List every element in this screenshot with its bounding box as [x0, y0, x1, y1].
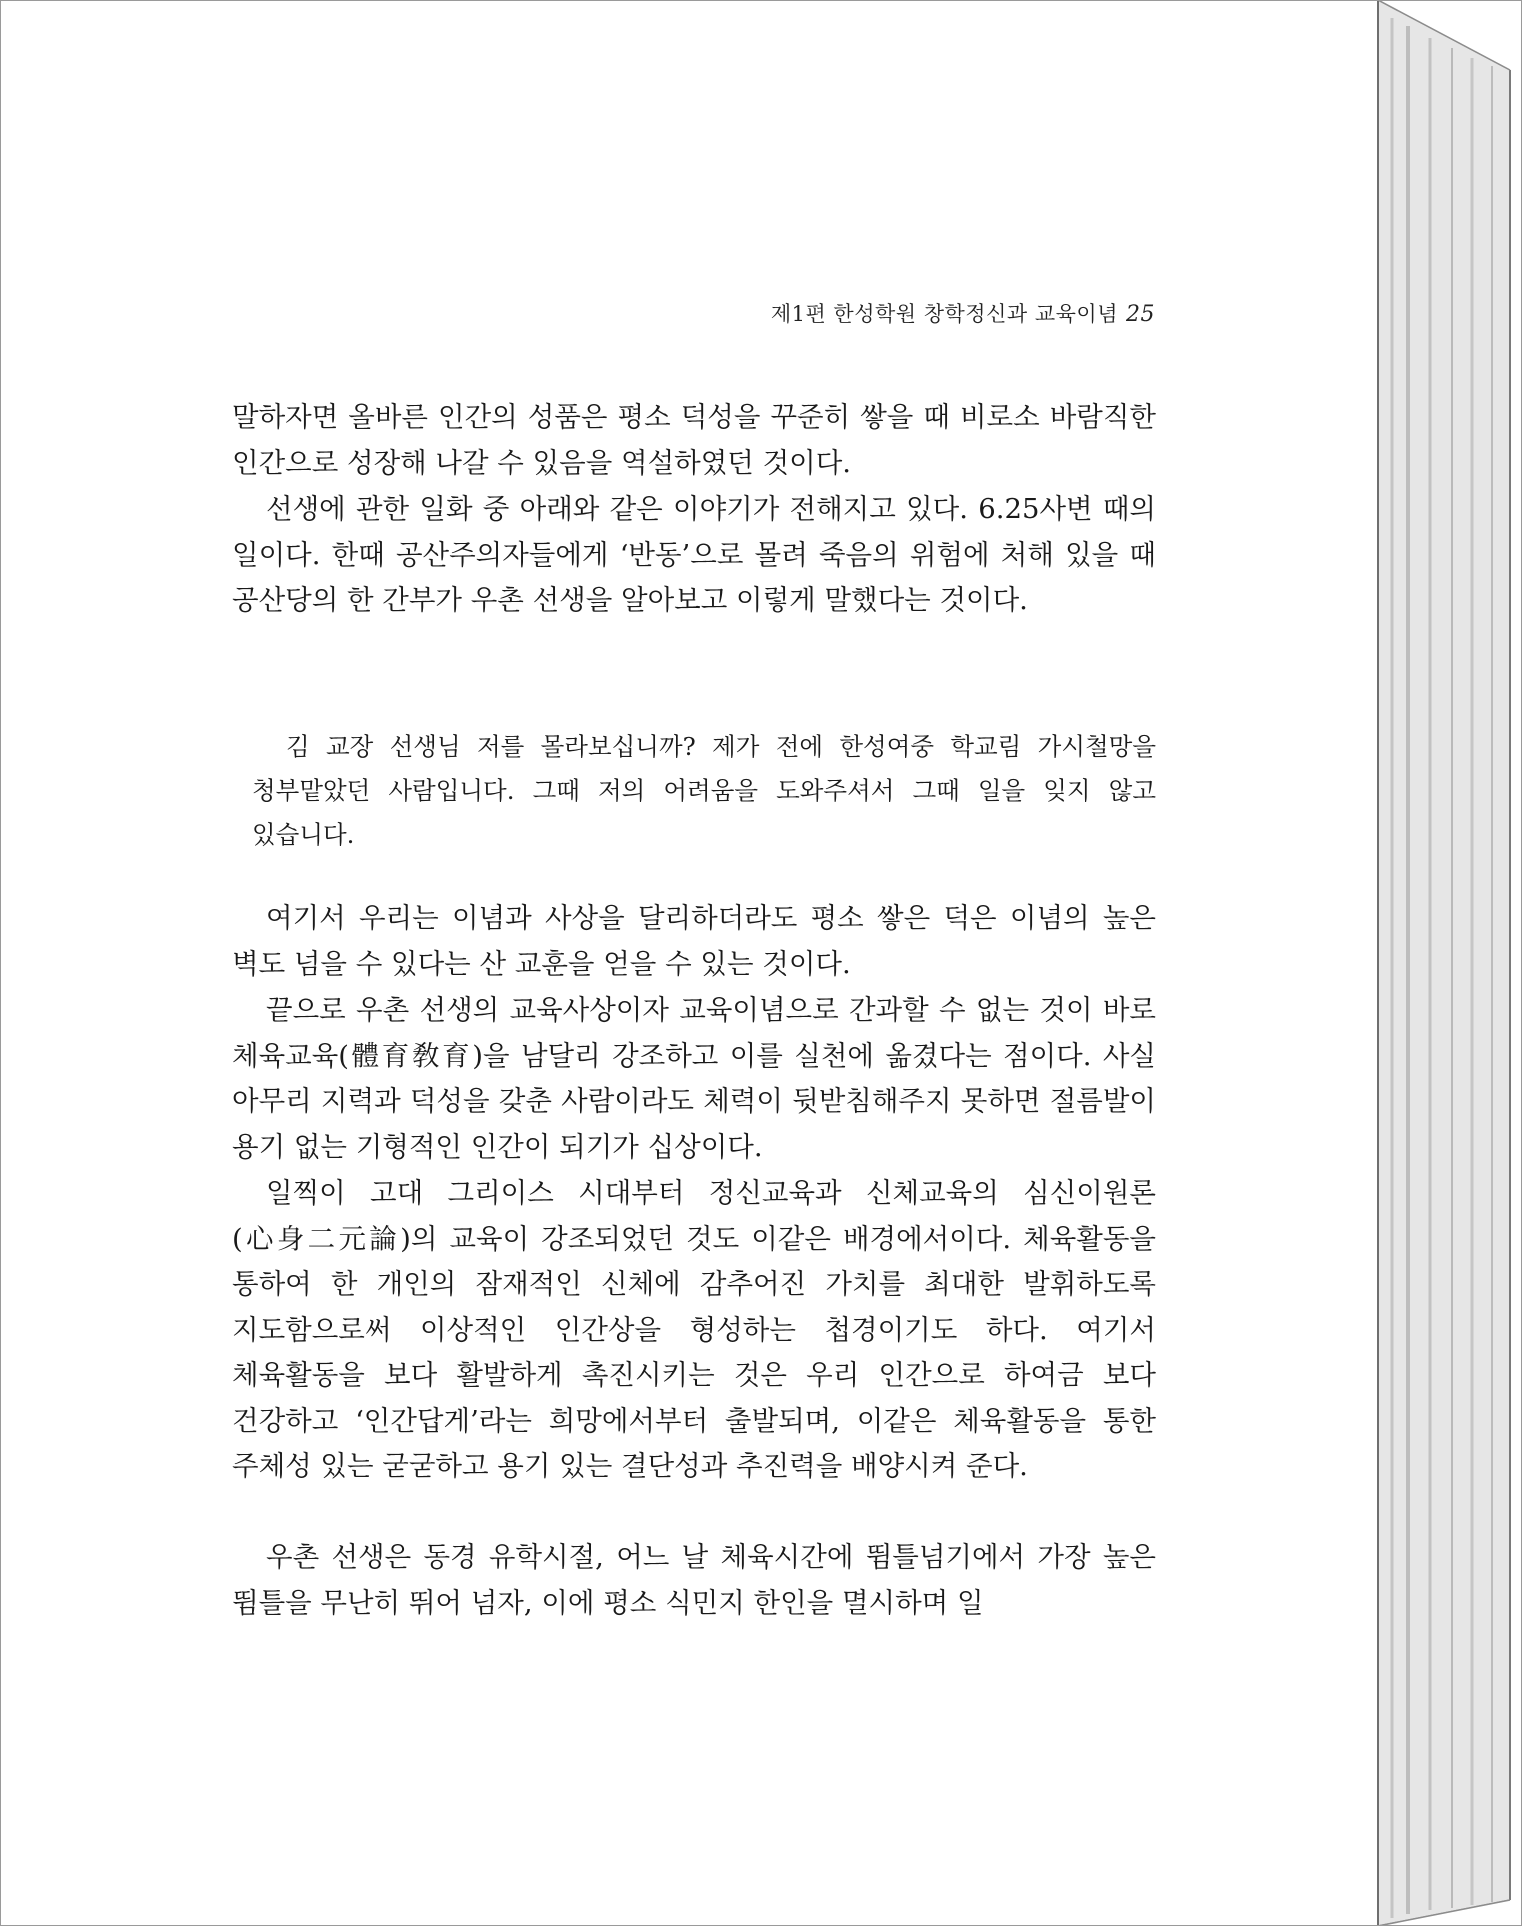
block-quote: 김 교장 선생님 저를 몰라보십니까? 제가 전에 한성여중 학교림 가시철망을 청부맡았던 사람입니다. 그때 저의 어려움을 도와주셔서 그때 일을 잊지 않고 있습니다.	[252, 732, 1156, 849]
running-header	[620, 298, 1155, 332]
paragraph-5: 일찍이 고대 그리이스 시대부터 정신교육과 신체교육의 심신이원론(心身二元論)의 교육이 강조되었던 것도 이같은 배경에서이다. 체육활동을 통하여 한 개인의 잠재적인 신체에 감추어진 가치를 최대한 발휘하도록 지도함으로써 이상적인 인간상을 형성하는 첩경이기도 하다. 여기서 체육활동을 보다 활발하게 촉진시키는 것은 우리 인간으로 하여금 보다 건강하고 ‘인간답게’라는 희망에서부터 출발되며, 이같은 체육활동을 통한 주체성 있는 굳굳하고 용기 있는 결단성과 추진력을 배양시켜 준다.	[232, 1177, 1156, 1482]
paragraph-2: 선생에 관한 일화 중 아래와 같은 이야기가 전해지고 있다. 6.25사변 때의 일이다. 한때 공산주의자들에게 ‘반동’으로 몰려 죽음의 위험에 처해 있을 때 공산당의 한 간부가 우촌 선생을 알아보고 이렇게 말했다는 것이다.	[232, 493, 1156, 616]
paragraph-6: 우촌 선생은 동경 유학시절, 어느 날 체육시간에 뜀틀넘기에서 가장 높은 뜀틀을 무난히 뛰어 넘자, 이에 평소 식민지 한인을 멸시하며 일	[232, 1541, 1156, 1619]
paragraph-1: 말하자면 올바른 인간의 성품은 평소 덕성을 꾸준히 쌓을 때 비로소 바람직한 인간으로 성장해 나갈 수 있음을 역설하였던 것이다.	[232, 401, 1156, 479]
paragraph-3: 여기서 우리는 이념과 사상을 달리하더라도 평소 쌓은 덕은 이념의 높은 벽도 넘을 수 있다는 산 교훈을 얻을 수 있는 것이다.	[232, 902, 1156, 980]
running-title: 제1편 한성학원 창학정신과 교육이념	[770, 302, 1118, 326]
page-number: 25	[1126, 302, 1155, 327]
paragraph-4: 끝으로 우촌 선생의 교육사상이자 교육이념으로 간과할 수 없는 것이 바로 체육교육(體育敎育)을 남달리 강조하고 이를 실천에 옮겼다는 점이다. 사실 아무리 지력과 덕성을 갖춘 사람이라도 체력이 뒷받침해주지 못하면 절름발이 용기 없는 기형적인 인간이 되기가 십상이다.	[232, 994, 1156, 1163]
